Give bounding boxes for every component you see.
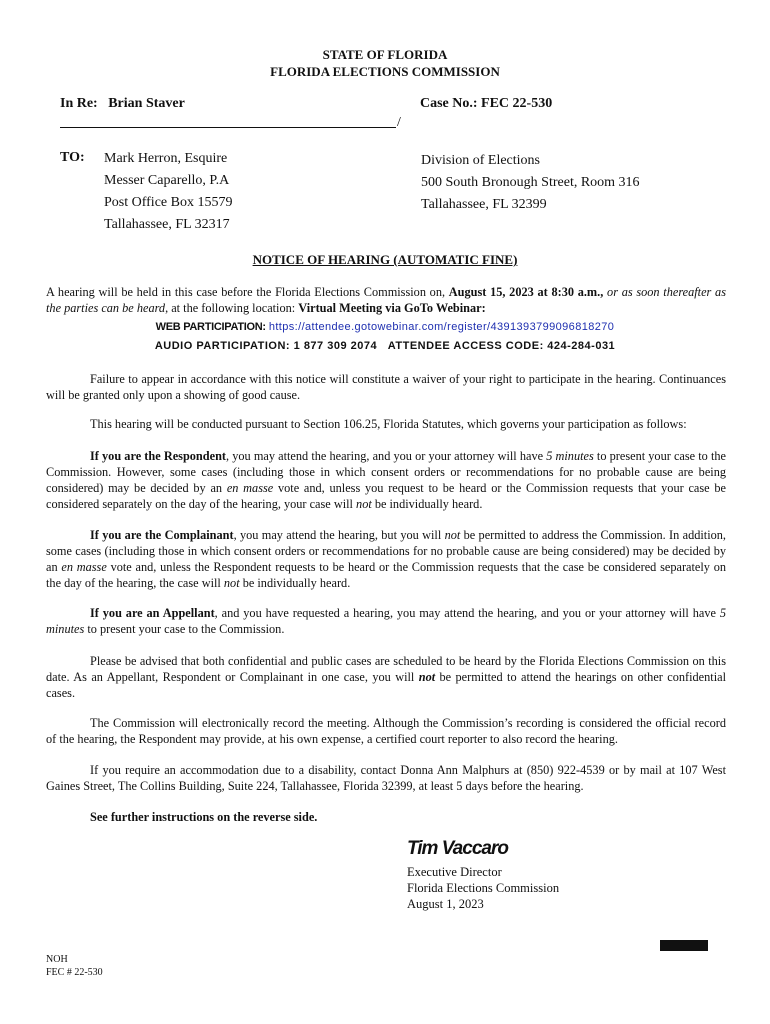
appellant-paragraph: If you are an Appellant, and you have requested a hearing, you may attend the hearing, and you or your attorney will have 5 minutes to present your case to the Commission.	[46, 606, 726, 636]
signer-title: Executive Director	[407, 865, 502, 879]
intro-paragraph: A hearing will be held in this case before the Florida Elections Commission on, August 15, 2023 at 8:30 a.m., or as soon thereafter as the parties can be heard, at the following location: Virtual Meeting via GoTo Webinar:	[46, 285, 726, 315]
document-footer	[46, 953, 103, 979]
state-heading: STATE OF FLORIDA	[322, 47, 448, 62]
redaction-bar	[660, 940, 708, 951]
address-line: 500 South Bronough Street, Room 316	[421, 175, 640, 190]
audio-participation	[0, 340, 770, 352]
case-number: Case No.: FEC 22-530	[420, 96, 553, 111]
address-line: Division of Elections	[421, 153, 540, 168]
to-label: TO:	[60, 150, 85, 165]
respondent-paragraph: If you are the Respondent, you may attend the hearing, and you or your attorney will have 5 minutes to present your case to the Commission. However, some cases (including those in which consent orders or recommendations for no probable cause are being considered) may be decided by an en masse vote and, unless you request to be heard or the Commission requests that your case be considered separately on the day of the hearing, your case will not be individually heard.	[46, 449, 726, 511]
address-line: Messer Caparello, P.A	[104, 173, 230, 188]
failure-paragraph: Failure to appear in accordance with this notice will constitute a waiver of your right to participate in the hearing. Continuances will be granted only upon a showing of good cause.	[46, 372, 726, 402]
recipient-address	[104, 148, 232, 236]
address-line: Tallahassee, FL 32399	[421, 197, 547, 212]
division-address	[421, 150, 640, 216]
webinar-link[interactable]: https://attendee.gotowebinar.com/register/4391393799096818270	[268, 321, 615, 333]
notice-title: NOTICE OF HEARING (AUTOMATIC FINE)	[252, 252, 518, 267]
footer-noh: NOH	[46, 954, 68, 965]
signer-organization: Florida Elections Commission	[407, 881, 560, 895]
address-line: Mark Herron, Esquire	[104, 151, 228, 166]
complainant-paragraph: If you are the Complainant, you may attend the hearing, but you will not be permitted to address the Commission. In addition, some cases (including those in which consent orders or recommendations for no probable cause are being considered) may be decided by an en masse vote and, unless the Respondent requests to be heard or the Commission requests that the case be considered separately on the day of the hearing, the case will not be individually heard.	[46, 528, 726, 590]
in-re-caption: In Re: Brian Staver	[60, 96, 185, 111]
hearing-location: Virtual Meeting via GoTo Webinar:	[298, 301, 486, 315]
signature-block	[407, 864, 559, 912]
hearing-date: August 15, 2023 at 8:30 a.m.,	[448, 285, 604, 299]
address-line: Tallahassee, FL 32317	[104, 217, 230, 232]
web-participation	[0, 321, 770, 333]
access-code: ATTENDEE ACCESS CODE: 424-284-031	[387, 340, 616, 352]
audio-label: AUDIO PARTICIPATION: 1 877 309 2074	[154, 340, 378, 352]
accommodation-paragraph: If you require an accommodation due to a disability, contact Donna Ann Malphurs at (850) 922-4539 or by mail at 107 West Gaines Street, The Collins Building, Suite 224, Tallahassee, Florida 32399, at least 5 days before the hearing.	[46, 763, 726, 793]
address-line: Post Office Box 15579	[104, 195, 233, 210]
footer-case-number: FEC # 22-530	[46, 967, 103, 978]
web-label: WEB PARTICIPATION:	[155, 321, 266, 333]
commission-heading: FLORIDA ELECTIONS COMMISSION	[270, 64, 500, 79]
statute-paragraph: This hearing will be conducted pursuant to Section 106.25, Florida Statutes, which governs your participation as follows:	[90, 417, 687, 431]
signature-date: August 1, 2023	[407, 897, 484, 911]
advised-paragraph: Please be advised that both confidential and public cases are scheduled to be heard by the Florida Elections Commission on this date. As an Appellant, Respondent or Complainant in one case, you will not be permitted to attend the hearings on other confidential cases.	[46, 654, 726, 700]
caption-slash: /	[397, 115, 401, 130]
caption-rule	[60, 127, 396, 128]
further-instructions: See further instructions on the reverse side.	[90, 810, 318, 824]
record-paragraph: The Commission will electronically record the meeting. Although the Commission’s recording is considered the official record of the hearing, the Respondent may provide, at his own expense, a certified court reporter to also record the hearing.	[46, 716, 726, 746]
signature: Tim Vaccaro	[407, 838, 508, 859]
